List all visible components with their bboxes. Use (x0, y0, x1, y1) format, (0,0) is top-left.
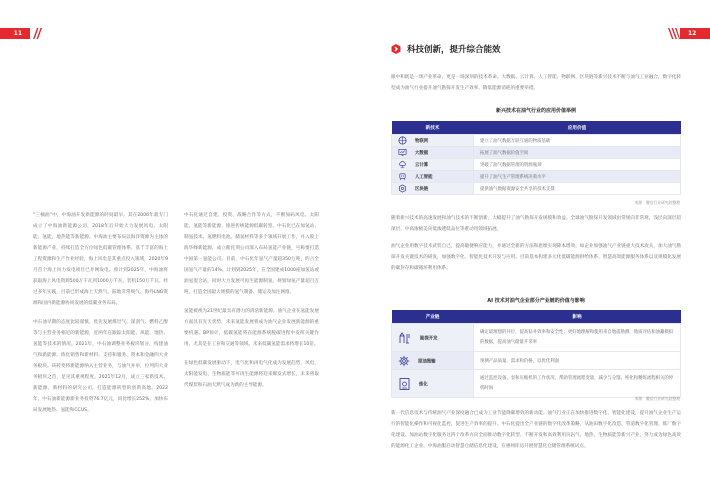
paragraph: 新一代信息技术与传统油气产业深度融合已成为工业节能降碳增效的新动能。油气行业正在加快推进数字化、智能化建设，提升油气企业生产运行的智能化操作和可视化监控，促进生产效率的提升。中石化提出全产业链的数字化改革策略，从油田数字化改造、管道数字化管理、炼厂数字化建设、加油站数字化服务这四个改革方向全面推动数字化转型。不断开发和高效利用页岩气、地热、生物质能等新兴产业，努力成为绿色高效的能源化工企业。中海油服启动智慧仓储信息化建设，在惠州库房开展智慧化仓储管理系统试点。 (391, 411, 681, 449)
left-column-1 (33, 210, 168, 424)
section-title-text: 科技创新，提升综合能效 (407, 45, 501, 55)
page-number-right: 12 (680, 28, 710, 39)
table-row: 云计算 突破了油气数据管理的资源瓶颈 (392, 159, 681, 171)
table-row: 区块链 提供油气数据资源安全共享的技术支撑 (392, 183, 681, 195)
intro-paragraph: 眼中和既是一场产业革命，更是一场深刻的技术革命。大数据、云计算、人工智能、物联网、区块链等新兴技术不断与油气工业融合，数字化转型成为油气行业提升油气勘探开发生产效率、降低能源消耗的重要举措。 (391, 75, 681, 91)
paragraph: 油气企业用数字技术武装自己，提高敏捷响应能力，并通过全新的方法和思维实现降本增效。如企业加强油气产业链重大技术攻关，加大油气勘探开发关键技术的研发，加强数字化、智能化技术开发与应用。目前基本构建多元化低碳能源供给体系、智慧高效能源服务体系以及规模化发展的碳封存和碳循环利用体系。 (391, 244, 681, 271)
globe-icon (398, 136, 407, 145)
paragraph: 中石油早期的态度比较谨慎，优先发展煤层气、深剖气、燃料乙醇等与主营业务相近的新能源，近两年在跟踪太阳能、风能、地热、氢能等技术的情况。2021年，中石油调整业务板块划分，构建油气和新能源、炼化销售和新材料、支持和服务、资本和金融四大业务板块。该转变将新能源纳入主营业务，与油气并举，位列四大业务板块之首，足见其重视程度。2021年12月，成立三家新技术、新能源、新材料的研究公司，打造能源转型的创新高地。2022年，中石油新能源新业务投资76.7亿元，同比增长252%，加快布局发展地热、氢能和CCUS。 (33, 320, 168, 413)
cloud-computing-icon (398, 160, 407, 169)
paragraph: 氢能被视为21世纪最具有潜力的清洁新能源，油气企业在氢能发展方面具有先天优势，未来氢能发展将成为油气企业发展新能源的重要机遇。BP预计，低碳氢能将在能源系统脱碳进程中发挥关键作用，尤其是在工业和交通等领域。未来低碳氢能需求将增长10倍。 (184, 309, 319, 347)
slash-decoration-icon (668, 28, 680, 39)
paragraph: 在绿色低碳发展驱动下，电气化和再电气化成为发展趋势，风电、太阳能发电、生物质能等可再生能源将迎来爆发式增长，未来将取代煤炭和石油天然气成为新的主导能源。 (184, 361, 319, 388)
robot-icon (398, 172, 407, 181)
right-page (355, 0, 710, 501)
table-row: 勘探开发 确定最理想的井位，提高钻井效率和安全性；更好地理解和使用来自地震勘测、地质评估和油藏模拟的数据，提高油气储量开采率 (392, 324, 681, 352)
table-header: 新技术 (392, 121, 474, 135)
section-title (391, 43, 501, 55)
table-row: 原油集输 预测产品质量、需求和价格，以优化利润 (392, 352, 681, 370)
paragraph: 中石化通过自建、投资、战略合作等方式，不断加码风电、太阳能、氢能等新能源，推进传统能源低碳转型。中石化已在加氢站、制氢技术、氢燃料电池、储氢材料等多个领域开展工作，并入股上海华峰新能源，成立催化剂公司深入布局氢能产业链，号称要打造中国第一氢能公司。目前，中石化年氢气产量超350万吨，约占全国氢气产量的14%。计划到2025年，在全国建成1000座加氢站或油氢混合站，同时大力发展可再生能源制氢，规划绿氢产量超百万吨，打造全国最大规模的氢气制备、储运及加注网络。 (184, 213, 319, 295)
table2-source: 来源：微信行业研究院整理 (634, 396, 680, 401)
oil-pump-icon (398, 331, 412, 345)
left-column-2 (184, 210, 319, 399)
blockchain-icon (398, 184, 407, 193)
table1-title: 新兴技术在油气行业的应用价值举例 (495, 108, 576, 114)
slash-decoration-icon (30, 28, 42, 39)
page-number-left: 11 (0, 28, 30, 39)
table2-title: AI 技术对油气企业部分产业链的价值与影响 (487, 298, 585, 304)
refinery-icon (398, 377, 411, 391)
chevron-hexagon-icon (391, 44, 401, 54)
paragraph: “三桶油”中，中海油开发新能源的时间最早。其在2006年就专门成立了中海油新能源公司，2018年后开始大力发展风电、太阳能、氢能、地热能等新能源。中海油主要布局以海洋资源为主体的新能源产业，持续打造全方位绿色低碳管理体系。基于丰富的海上工程资源和生产作业经验，海上风电是其重点投入领域，2020年9月首个海上风力发电项目已并网发电。预计到2025年，中海油将获取海上风电资源500万千瓦到1000万千瓦，装机150万千瓦。经过多年实践，目前已形成海上天然气、陆地非常规气、海外LNG资源和国内新能源协同发展的低碳业务布局。 (33, 213, 168, 306)
paragraph: 随着新兴技术的高速发展和油气技术的不断创新，大幅提升了油气勘探开发规模和效益。全球油气勘探开发领域由常规向非常规、浅层向深层超深层、中高渗极美向低渗透低品位等难动用领域拓展。 (391, 216, 681, 232)
tech-value-table (391, 121, 681, 195)
table1-source: 来源：微信行业研究院整理 (634, 200, 680, 205)
table-header: 产业链 (392, 310, 474, 324)
table-row: 人工智能 提升了油气生产管理系统决策水平 (392, 171, 681, 183)
table-header: 应用价值 (474, 121, 681, 135)
table-row: 炼化 通过监控设备、泵和压缩机的工作状况，帮助管理流程变量，减少与分馏、纯化和精炼流程相关的停机时间 (392, 370, 681, 398)
monitor-chart-icon (398, 148, 407, 157)
ai-value-table (391, 310, 681, 398)
table-header: 影响 (474, 310, 681, 324)
gear-icon (398, 355, 410, 367)
table-row: 大数据 拓展了油气数据价值空间 (392, 147, 681, 159)
table-row: 物联网 建立了油气数据互联互通的物质基础 (392, 135, 681, 147)
